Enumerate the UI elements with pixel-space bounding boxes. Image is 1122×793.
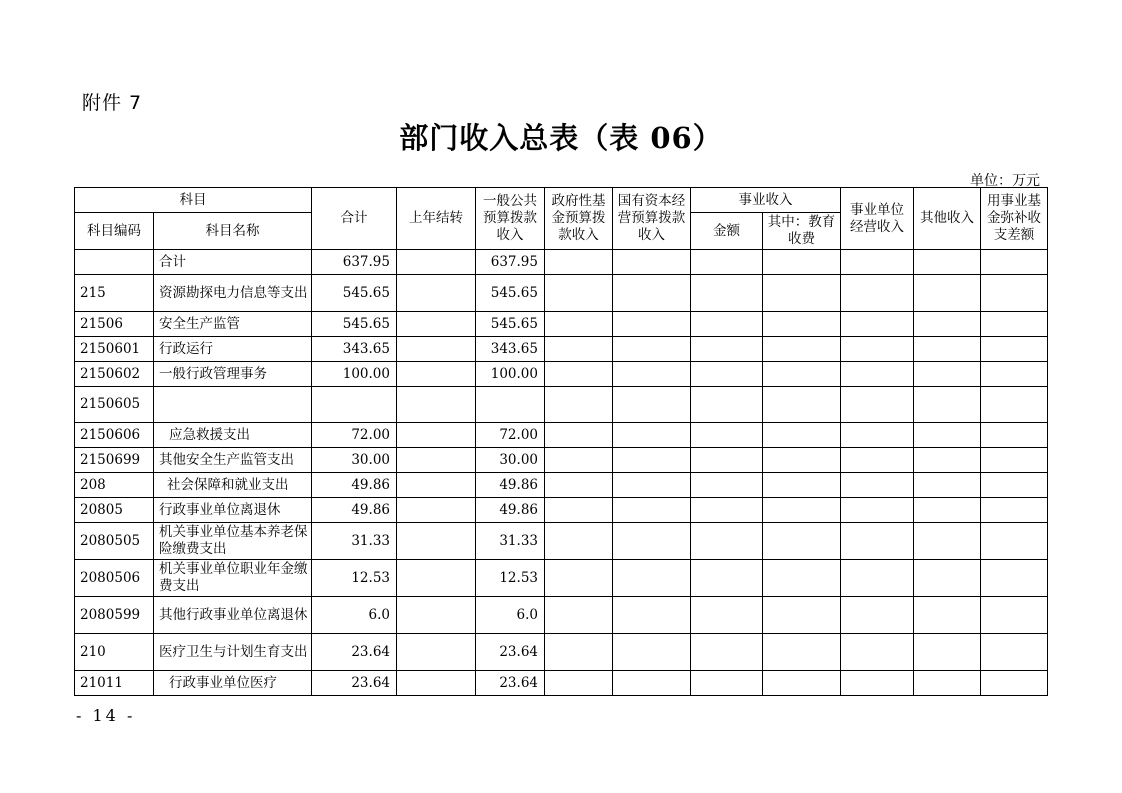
header-gov-fund: 政府性基金预算拨款收入 bbox=[545, 188, 613, 250]
table-row bbox=[75, 498, 1048, 523]
page-title: 部门收入总表（表 06） bbox=[399, 121, 723, 155]
header-name: 科目名称 bbox=[154, 213, 312, 250]
row-general: 49.86 bbox=[476, 498, 545, 523]
header-edu-fee: 其中：教育收费 bbox=[763, 213, 841, 250]
row-name: 行政事业单位离退休 bbox=[154, 498, 312, 523]
row-code: 2150606 bbox=[75, 423, 154, 448]
header-subject: 科目 bbox=[75, 188, 312, 213]
row-general bbox=[476, 387, 545, 423]
table-row bbox=[75, 387, 1048, 423]
row-carryover bbox=[397, 671, 476, 696]
row-carryover bbox=[397, 597, 476, 634]
row-total: 6.0 bbox=[312, 597, 397, 634]
row-general: 637.95 bbox=[476, 250, 545, 275]
row-total: 545.65 bbox=[312, 275, 397, 312]
row-name: 医疗卫生与计划生育支出 bbox=[154, 634, 312, 671]
header-code: 科目编码 bbox=[75, 213, 154, 250]
table-row bbox=[75, 337, 1048, 362]
row-total: 100.00 bbox=[312, 362, 397, 387]
row-code: 2080599 bbox=[75, 597, 154, 634]
row-name: 机关事业单位职业年金缴费支出 bbox=[154, 560, 312, 597]
row-name: 应急救援支出 bbox=[154, 423, 312, 448]
row-general: 6.0 bbox=[476, 597, 545, 634]
table-row bbox=[75, 523, 1048, 560]
row-name: 行政运行 bbox=[154, 337, 312, 362]
row-general: 100.00 bbox=[476, 362, 545, 387]
unit-label: 单位：万元 bbox=[970, 173, 1040, 189]
row-name bbox=[154, 387, 312, 423]
row-code: 2080506 bbox=[75, 560, 154, 597]
header-total: 合计 bbox=[312, 188, 397, 250]
row-code: 20805 bbox=[75, 498, 154, 523]
row-code: 2080505 bbox=[75, 523, 154, 560]
row-name: 安全生产监管 bbox=[154, 312, 312, 337]
row-carryover bbox=[397, 560, 476, 597]
row-total: 637.95 bbox=[312, 250, 397, 275]
table-row bbox=[75, 312, 1048, 337]
row-code: 208 bbox=[75, 473, 154, 498]
header-other-income: 其他收入 bbox=[914, 188, 981, 250]
row-code: 2150699 bbox=[75, 448, 154, 473]
row-code: 2150601 bbox=[75, 337, 154, 362]
row-carryover bbox=[397, 523, 476, 560]
row-total bbox=[312, 387, 397, 423]
table-row bbox=[75, 473, 1048, 498]
row-name: 其他安全生产监管支出 bbox=[154, 448, 312, 473]
row-carryover bbox=[397, 423, 476, 448]
row-general: 30.00 bbox=[476, 448, 545, 473]
row-general: 23.64 bbox=[476, 671, 545, 696]
attachment-label: 附件 7 bbox=[82, 92, 143, 114]
row-name: 一般行政管理事务 bbox=[154, 362, 312, 387]
row-name: 合计 bbox=[154, 250, 312, 275]
row-total: 545.65 bbox=[312, 312, 397, 337]
row-carryover bbox=[397, 448, 476, 473]
row-name: 社会保障和就业支出 bbox=[154, 473, 312, 498]
row-name: 机关事业单位基本养老保险缴费支出 bbox=[154, 523, 312, 560]
row-general: 545.65 bbox=[476, 312, 545, 337]
table-row bbox=[75, 362, 1048, 387]
row-carryover bbox=[397, 387, 476, 423]
row-total: 12.53 bbox=[312, 560, 397, 597]
row-code: 21506 bbox=[75, 312, 154, 337]
table-row bbox=[75, 250, 1048, 275]
row-total: 30.00 bbox=[312, 448, 397, 473]
row-total: 72.00 bbox=[312, 423, 397, 448]
row-carryover bbox=[397, 312, 476, 337]
row-general: 31.33 bbox=[476, 523, 545, 560]
table-row bbox=[75, 448, 1048, 473]
table-row bbox=[75, 597, 1048, 634]
row-carryover bbox=[397, 362, 476, 387]
row-name: 行政事业单位医疗 bbox=[154, 671, 312, 696]
row-general: 49.86 bbox=[476, 473, 545, 498]
table-row bbox=[75, 275, 1048, 312]
header-business-operating: 事业单位经营收入 bbox=[841, 188, 914, 250]
row-name: 资源勘探电力信息等支出 bbox=[154, 275, 312, 312]
row-general: 343.65 bbox=[476, 337, 545, 362]
row-general: 72.00 bbox=[476, 423, 545, 448]
row-total: 49.86 bbox=[312, 473, 397, 498]
row-general: 545.65 bbox=[476, 275, 545, 312]
row-total: 49.86 bbox=[312, 498, 397, 523]
header-amount: 金额 bbox=[691, 213, 763, 250]
page-number: - 14 - bbox=[76, 706, 136, 725]
header-fund-balance: 用事业基金弥补收支差额 bbox=[981, 188, 1048, 250]
row-code: 210 bbox=[75, 634, 154, 671]
row-total: 23.64 bbox=[312, 671, 397, 696]
row-carryover bbox=[397, 473, 476, 498]
table-row bbox=[75, 423, 1048, 448]
row-carryover bbox=[397, 498, 476, 523]
row-carryover bbox=[397, 250, 476, 275]
header-general-budget: 一般公共预算拨款收入 bbox=[476, 188, 545, 250]
row-code: 215 bbox=[75, 275, 154, 312]
row-code: 2150605 bbox=[75, 387, 154, 423]
row-carryover bbox=[397, 275, 476, 312]
header-carryover: 上年结转 bbox=[397, 188, 476, 250]
table-row bbox=[75, 671, 1048, 696]
table-row bbox=[75, 634, 1048, 671]
row-total: 343.65 bbox=[312, 337, 397, 362]
income-table bbox=[74, 187, 1048, 696]
row-name: 其他行政事业单位离退休 bbox=[154, 597, 312, 634]
row-carryover bbox=[397, 634, 476, 671]
row-total: 23.64 bbox=[312, 634, 397, 671]
row-general: 12.53 bbox=[476, 560, 545, 597]
table-row bbox=[75, 560, 1048, 597]
row-total: 31.33 bbox=[312, 523, 397, 560]
row-carryover bbox=[397, 337, 476, 362]
row-code: 21011 bbox=[75, 671, 154, 696]
row-code bbox=[75, 250, 154, 275]
header-business-income: 事业收入 bbox=[691, 188, 841, 213]
row-code: 2150602 bbox=[75, 362, 154, 387]
header-state-capital: 国有资本经营预算拨款收入 bbox=[613, 188, 691, 250]
row-general: 23.64 bbox=[476, 634, 545, 671]
